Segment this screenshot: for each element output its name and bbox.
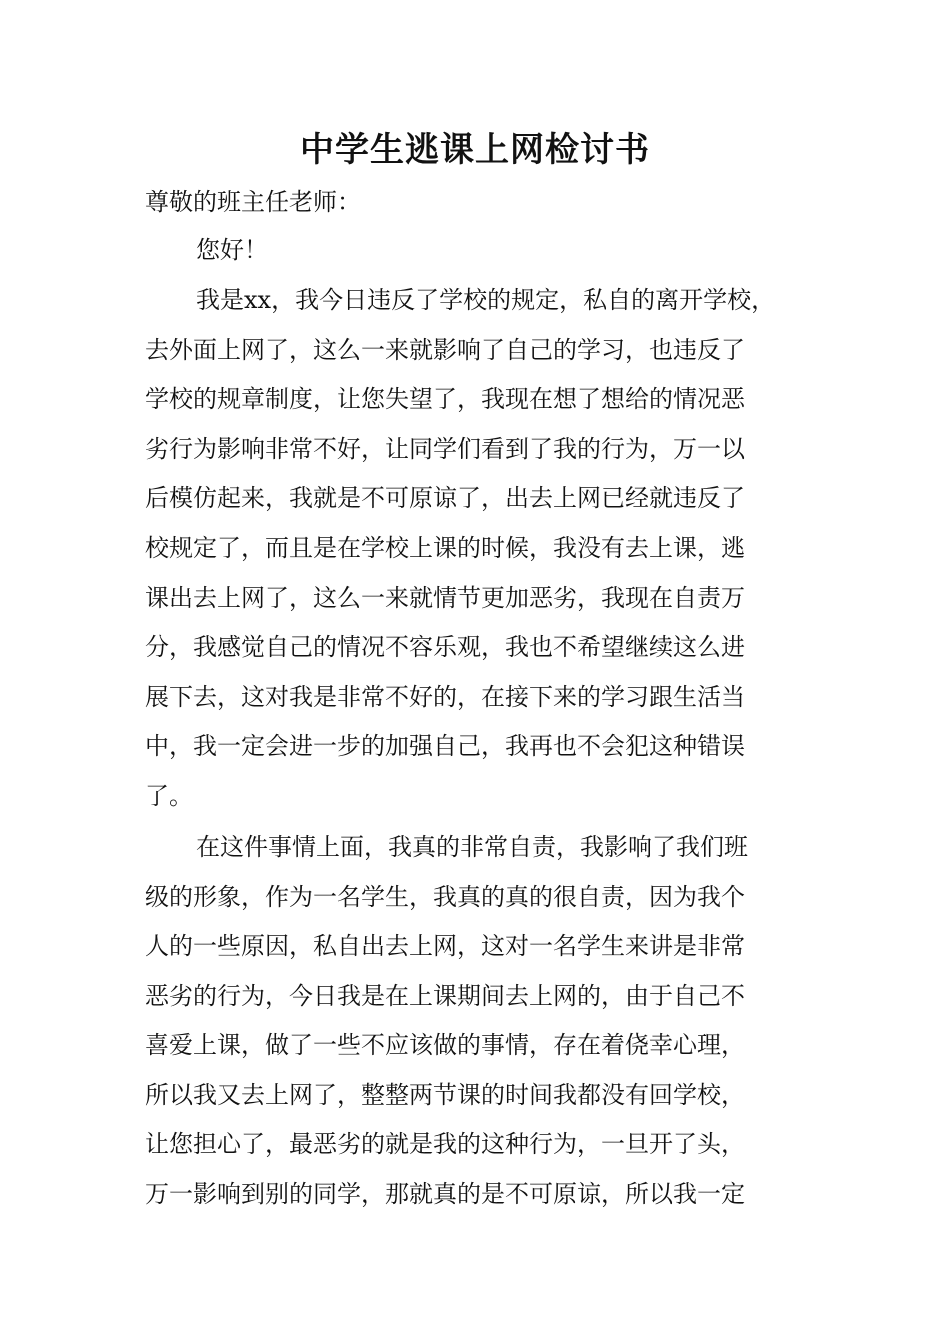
paragraph-2-line: 人的一些原因，私自出去上网，这对一名学生来讲是非常 [145, 932, 745, 960]
document-title: 中学生逃课上网检讨书 [300, 130, 650, 170]
paragraph-2-line: 万一影响到别的同学，那就真的是不可原谅，所以我一定 [145, 1180, 745, 1208]
paragraph-2-line: 在这件事情上面，我真的非常自责，我影响了我们班 [196, 833, 748, 861]
paragraph-2-line: 级的形象，作为一名学生，我真的真的很自责，因为我个 [145, 883, 745, 911]
paragraph-1-line: 劣行为影响非常不好，让同学们看到了我的行为，万一以 [145, 435, 745, 463]
paragraph-2-line: 恶劣的行为，今日我是在上课期间去上网的，由于自己不 [145, 982, 745, 1010]
paragraph-1-line: 去外面上网了，这么一来就影响了自己的学习，也违反了 [145, 336, 745, 364]
paragraph-1-line: 了。 [145, 782, 193, 810]
paragraph-2-line: 所以我又去上网了，整整两节课的时间我都没有回学校， [145, 1081, 745, 1109]
paragraph-1-line: 我是xx，我今日违反了学校的规定，私自的离开学校， [196, 286, 776, 314]
paragraph-1-line: 分，我感觉自己的情况不容乐观，我也不希望继续这么进 [145, 633, 745, 661]
paragraph-1-line: 课出去上网了，这么一来就情节更加恶劣，我现在自责万 [145, 584, 745, 612]
salutation: 尊敬的班主任老师： [145, 188, 361, 216]
paragraph-2-line: 让您担心了，最恶劣的就是我的这种行为，一旦开了头， [145, 1130, 745, 1158]
paragraph-1-line: 学校的规章制度，让您失望了，我现在想了想给的情况恶 [145, 385, 745, 413]
greeting: 您好！ [196, 236, 268, 264]
paragraph-1-line: 后模仿起来，我就是不可原谅了，出去上网已经就违反了 [145, 484, 745, 512]
paragraph-1-line: 中，我一定会进一步的加强自己，我再也不会犯这种错误 [145, 732, 745, 760]
paragraph-1-line: 展下去，这对我是非常不好的，在接下来的学习跟生活当 [145, 683, 745, 711]
paragraph-1-line: 校规定了，而且是在学校上课的时候，我没有去上课，逃 [145, 534, 745, 562]
paragraph-2-line: 喜爱上课，做了一些不应该做的事情，存在着侥幸心理， [145, 1031, 745, 1059]
